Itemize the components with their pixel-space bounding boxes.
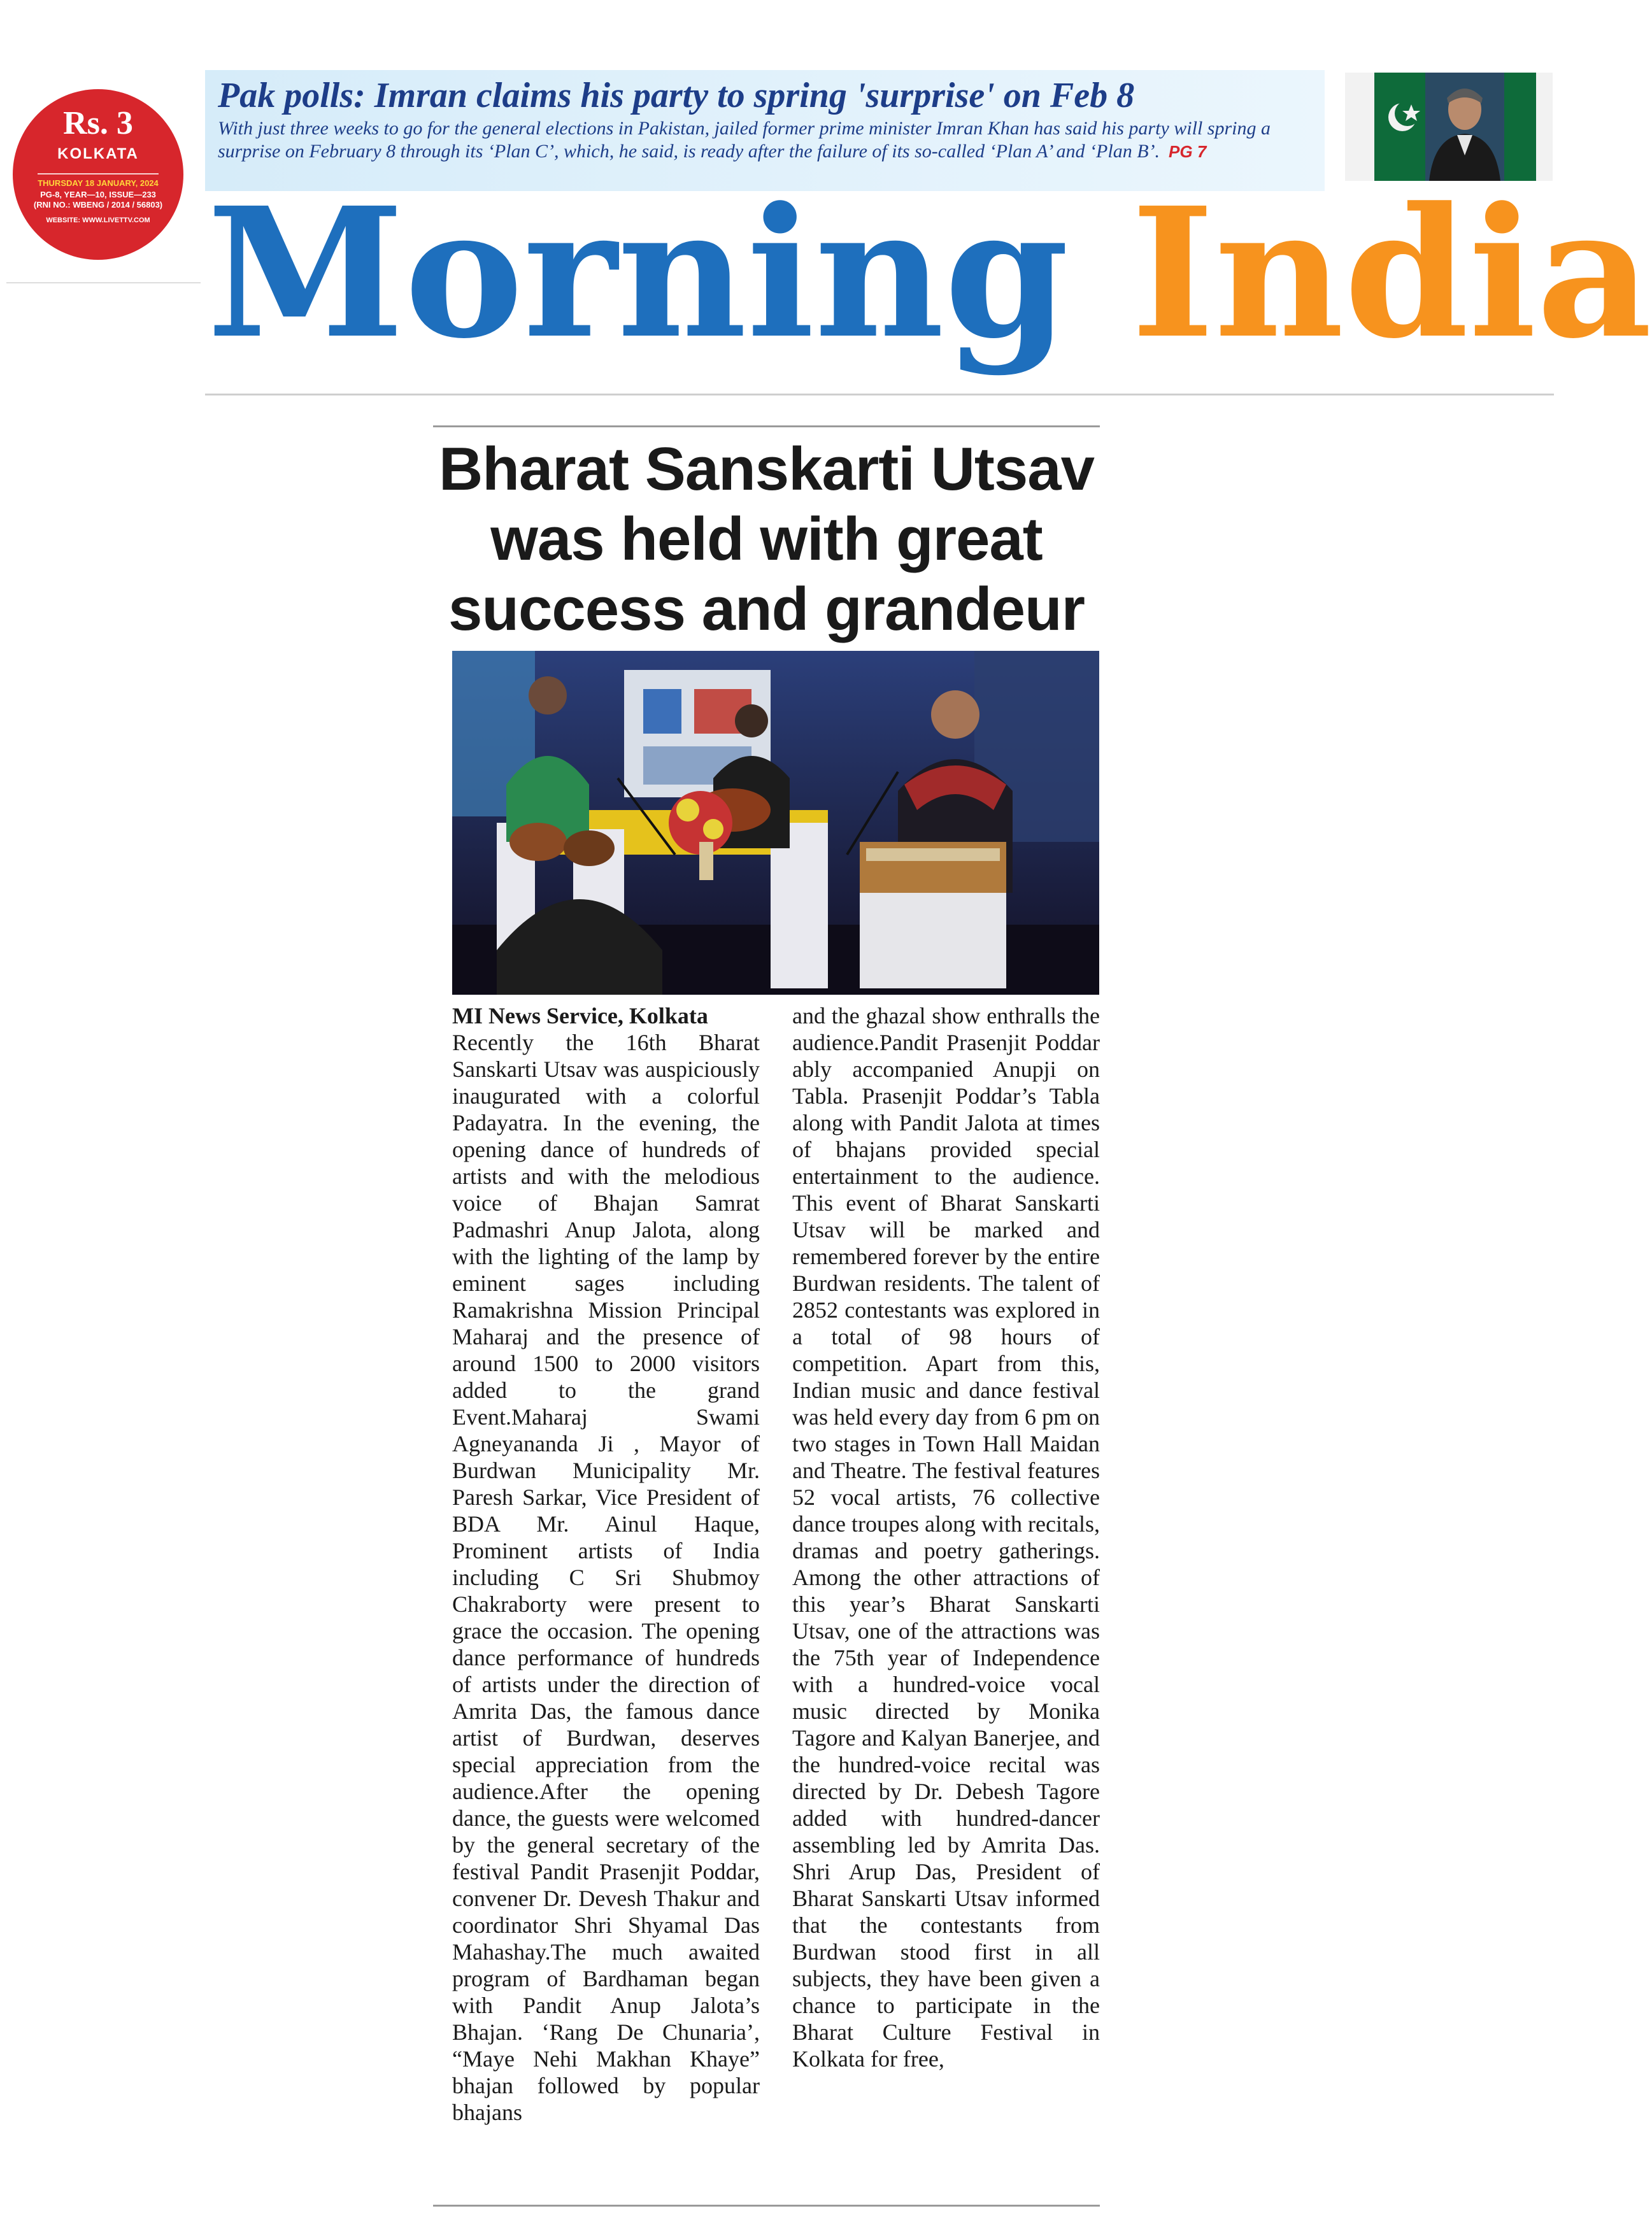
teaser-body-text: With just three weeks to go for the general elections in Pakistan, jailed former prime minister Imran Khan has said his party will spring a surprise on February 8 through its ‘Plan C’, which, he said, is ready after the failure of its so-called ‘Plan A’ and ‘Plan B’.	[218, 118, 1271, 162]
article-headline: Bharat Sanskarti Utsav was held with great success and grandeur	[438, 435, 1095, 643]
teaser-headline: Pak polls: Imran claims his party to spring 'surprise' on Feb 8	[218, 76, 1135, 115]
website-label: WEBSITE: WWW.LIVETTV.COM	[46, 217, 150, 224]
article-photo	[452, 651, 1099, 995]
article-photo-image	[452, 651, 1099, 995]
teaser-photo-image	[1345, 73, 1553, 181]
badge-divider-rule	[6, 282, 201, 283]
issue-date: THURSDAY 18 JANUARY, 2024	[38, 178, 159, 188]
masthead-word-morning: Morning	[207, 169, 1069, 378]
article-column-1	[452, 1002, 760, 2126]
article-byline: MI News Service, Kolkata	[452, 1003, 708, 1028]
masthead-rule	[205, 394, 1554, 395]
masthead-word-india: India	[1131, 169, 1652, 378]
article-column-2	[792, 1002, 1100, 2072]
article-top-rule	[433, 425, 1100, 427]
article-bottom-rule	[433, 2205, 1100, 2207]
price-label: Rs. 3	[63, 105, 133, 141]
issue-number: PG-8, YEAR—10, ISSUE—233	[40, 190, 156, 199]
teaser-photo	[1345, 73, 1553, 181]
teaser-body	[218, 117, 1313, 163]
article-body-col2: and the ghazal show enthralls the audience.Pandit Prasenjit Poddar ably accompanied Anupji on Tabla. Prasenjit Poddar’s Tabla along with Pandit Jalota at times of bhajans provided special entertainment to the audience. This event of Bharat Sanskarti Utsav will be marked and remembered forever by the entire Burdwan residents. The talent of 2852 contestants was explored in a total of 98 hours of competition. Apart from this, Indian music and dance festival was held every day from 6 pm on two stages in Town Hall Maidan and Theatre. The festival features 52 vocal artists, 76 collective dance troupes along with recitals, dramas and poetry gatherings. Among the other attractions of this year’s Bharat Sanskarti Utsav, one of the attractions was the 75th year of Independence with a hundred-voice vocal music directed by Monika Tagore and Kalyan Banerjee, and the hundred-voice recital was directed by Dr. Debesh Tagore added with hundred-dancer assembling led by Amrita Das. Shri Arup Das, President of Bharat Sanskarti Utsav informed that the contestants from Burdwan stood first in all subjects, they have been given a chance to participate in the Bharat Culture Festival in Kolkata for free,	[792, 1003, 1100, 2072]
article-body-col1: Recently the 16th Bharat Sanskarti Utsav was auspiciously inaugurated with a colorful Padayatra. In the evening, the opening dance of hundreds of artists and with the melodious voice of Bhajan Samrat Padmashri Anup Jalota, along with the lighting of the lamp by eminent sages including Ramakrishna Mission Principal Maharaj and the presence of around 1500 to 2000 visitors added to the grand Event.Maharaj Swami Agneyananda Ji , Mayor of Burdwan Municipality Mr. Paresh Sarkar, Vice President of BDA Mr. Ainul Haque, Prominent artists of India including C Sri Shubmoy Chakraborty were present to grace the occasion. The opening dance performance of hundreds of artists under the direction of Amrita Das, the famous dance artist of Burdwan, deserves special appreciation from the audience.After the opening dance, the guests were welcomed by the general secretary of the festival Pandit Prasenjit Poddar, convener Dr. Devesh Thakur and coordinator Shri Shyamal Das Mahashay.The much awaited program of Bardhaman began with Pandit Anup Jalota’s Bhajan. ‘Rang De Chunaria’, “Maye Nehi Makhan Khaye” bhajan followed by popular bhajans	[452, 1030, 760, 2125]
teaser-page-ref[interactable]: PG 7	[1169, 142, 1207, 161]
edition-city: KOLKATA	[57, 145, 139, 162]
price-badge	[13, 89, 183, 260]
badge-divider	[38, 173, 159, 174]
rni-number: (RNI NO.: WBENG / 2014 / 56803)	[33, 200, 163, 210]
masthead	[207, 169, 1652, 378]
